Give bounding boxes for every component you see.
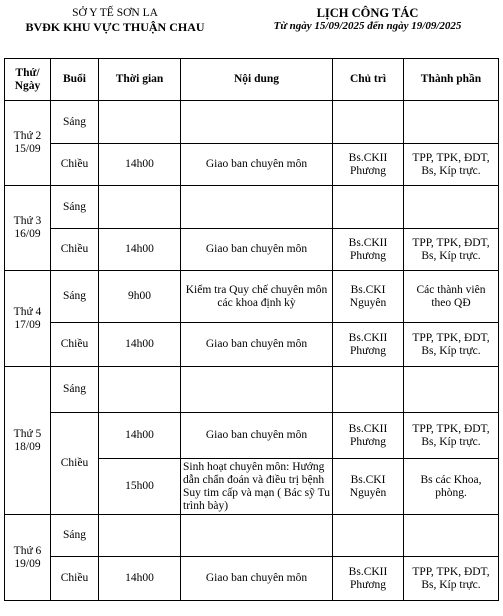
time-cell <box>99 186 181 229</box>
content-cell <box>181 186 333 229</box>
content-cell: Giao ban chuyên môn <box>181 229 333 271</box>
time-cell: 14h00 <box>99 413 181 459</box>
day-cell <box>5 101 51 186</box>
day-date: 16/09 <box>14 228 41 240</box>
participants-cell: TPP, TPK, ĐDT, Bs, Kíp trực. <box>404 144 499 186</box>
chair-cell: Bs.CKI Nguyên <box>333 459 404 515</box>
title-block <box>232 6 503 33</box>
document-header <box>0 0 503 58</box>
column-header-day: Thứ/ Ngày <box>5 59 51 101</box>
content-cell <box>181 101 333 144</box>
time-cell <box>99 367 181 413</box>
day-name: Thứ 2 <box>13 130 42 142</box>
content-cell: Giao ban chuyên môn <box>181 557 333 601</box>
table-row <box>5 144 499 186</box>
chair-cell: Bs.CKI Nguyên <box>333 271 404 323</box>
time-cell: 14h00 <box>99 229 181 271</box>
content-cell <box>181 367 333 413</box>
participants-cell: Bs các Khoa, phòng. <box>404 459 499 515</box>
session-cell: Chiều <box>51 323 99 367</box>
table-row <box>5 271 499 323</box>
chair-cell <box>333 186 404 229</box>
day-name: Thứ 6 <box>13 544 42 557</box>
table-row <box>5 323 499 367</box>
content-cell: Kiểm tra Quy chế chuyên môn các khoa định kỳ <box>181 271 333 323</box>
time-cell <box>99 101 181 144</box>
day-cell <box>5 186 51 271</box>
day-date: 15/09 <box>14 143 41 155</box>
table-header-row <box>5 59 499 101</box>
day-date: 17/09 <box>14 318 41 331</box>
content-cell: Giao ban chuyên môn <box>181 144 333 186</box>
session-cell: Chiều <box>51 229 99 271</box>
time-cell <box>99 515 181 557</box>
table-row <box>5 101 499 144</box>
session-cell: Sáng <box>51 101 99 144</box>
day-name: Thứ 5 <box>13 427 42 440</box>
chair-cell: Bs.CKII Phương <box>333 557 404 601</box>
participants-cell: TPP, TPK, ĐDT, Bs, Kíp trực. <box>404 229 499 271</box>
column-header-participants: Thành phần <box>404 59 499 101</box>
day-name: Thứ 3 <box>13 215 42 227</box>
participants-cell <box>404 367 499 413</box>
time-cell: 14h00 <box>99 557 181 601</box>
content-cell <box>181 515 333 557</box>
time-cell: 9h00 <box>99 271 181 323</box>
day-date: 18/09 <box>14 440 41 453</box>
content-cell: Giao ban chuyên môn <box>181 323 333 367</box>
day-date: 19/09 <box>14 557 41 570</box>
session-cell: Chiều <box>51 557 99 601</box>
content-cell: Sinh hoạt chuyên môn: Hướng dẫn chẩn đoán và điều trị bệnh Suy tim cấp và mạn ( Bác sỹ Tu trình bày) <box>181 459 333 515</box>
chair-cell <box>333 367 404 413</box>
session-cell: Sáng <box>51 186 99 229</box>
table-row <box>5 557 499 601</box>
column-header-content: Nội dung <box>181 59 333 101</box>
day-name: Thứ 4 <box>13 305 42 318</box>
chair-cell: Bs.CKII Phương <box>333 144 404 186</box>
table-row <box>5 413 499 459</box>
chair-cell: Bs.CKII Phương <box>333 323 404 367</box>
table-row <box>5 186 499 229</box>
content-cell: Giao ban chuyên môn <box>181 413 333 459</box>
participants-cell: TPP, TPK, ĐDT, Bs, Kíp trực. <box>404 557 499 601</box>
participants-cell <box>404 515 499 557</box>
schedule-title: LỊCH CÔNG TÁC <box>316 6 419 20</box>
session-cell: Chiều <box>51 413 99 515</box>
chair-cell: Bs.CKII Phương <box>333 413 404 459</box>
day-cell <box>5 367 51 515</box>
participants-cell: TPP, TPK, ĐDT, Bs, Kíp trực. <box>404 323 499 367</box>
chair-cell <box>333 515 404 557</box>
participants-cell: Các thành viên theo QĐ <box>404 271 499 323</box>
column-header-time: Thời gian <box>99 59 181 101</box>
parent-organization: SỞ Y TẾ SƠN LA <box>72 7 158 19</box>
participants-cell: TPP, TPK, ĐDT, Bs, Kíp trực. <box>404 413 499 459</box>
schedule-table <box>4 58 499 601</box>
day-cell <box>5 271 51 367</box>
session-cell: Sáng <box>51 271 99 323</box>
table-row <box>5 367 499 413</box>
participants-cell <box>404 186 499 229</box>
session-cell: Chiều <box>51 144 99 186</box>
time-cell: 14h00 <box>99 323 181 367</box>
participants-cell <box>404 101 499 144</box>
time-cell: 14h00 <box>99 144 181 186</box>
time-cell: 15h00 <box>99 459 181 515</box>
day-cell <box>5 515 51 601</box>
column-header-chair: Chủ trì <box>333 59 404 101</box>
hospital-name: BVĐK KHU VỰC THUẬN CHAU <box>25 20 205 34</box>
column-header-session: Buổi <box>51 59 99 101</box>
chair-cell: Bs.CKII Phương <box>333 229 404 271</box>
chair-cell <box>333 101 404 144</box>
session-cell: Sáng <box>51 367 99 413</box>
date-range: Từ ngày 15/09/2025 đến ngày 19/09/2025 <box>273 20 462 32</box>
table-row <box>5 515 499 557</box>
table-row <box>5 229 499 271</box>
organization-block <box>0 6 230 34</box>
session-cell: Sáng <box>51 515 99 557</box>
